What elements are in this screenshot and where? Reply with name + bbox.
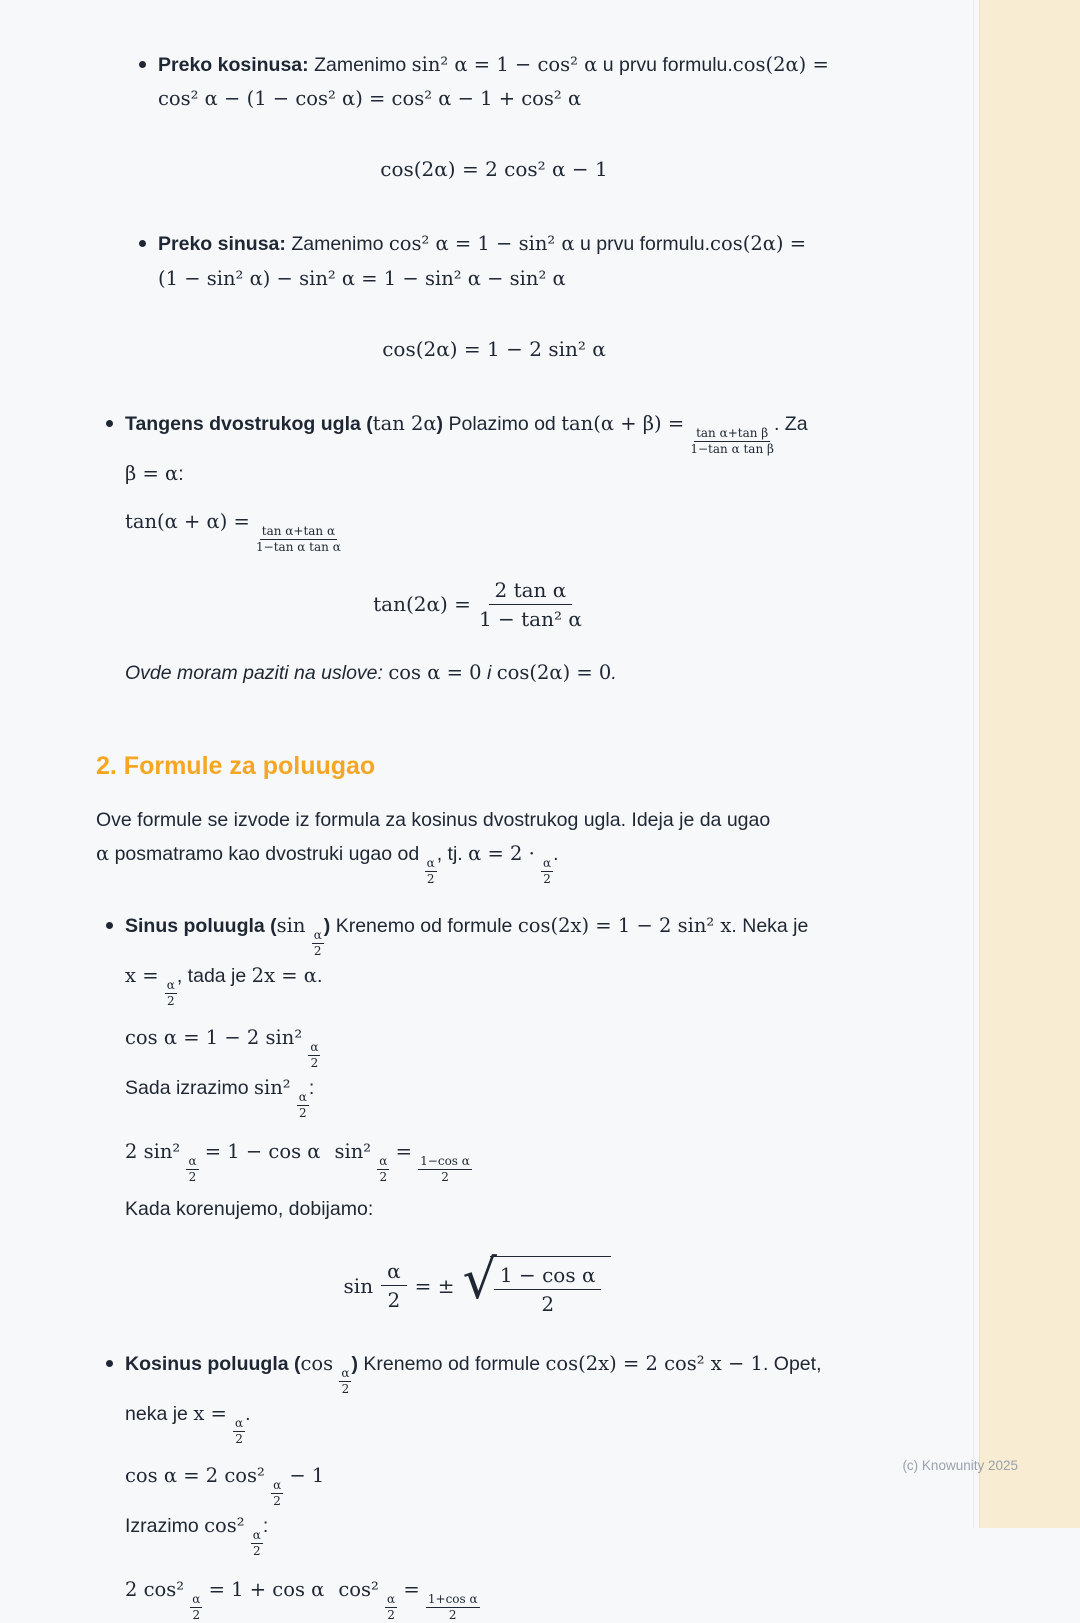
text-run: . Za [773,412,808,435]
italic-run: Ovde moram paziti na uslove: [125,661,389,684]
fraction-denominator: 2 [310,1056,319,1071]
math-run: α = 2 · [468,842,542,866]
fraction-denominator: 1−tan α tan β [690,441,774,456]
math-run: cos(2x) = 1 − 2 sin² x [517,914,732,938]
paragraph [158,227,940,295]
math-run: cos α = 1 − 2 sin² [125,1026,309,1050]
inline-fraction [308,1040,320,1071]
text-run: posmatramo kao dvostruki ugao od [109,843,425,866]
section-heading: 2. Formule za poluugao [96,751,376,780]
text-run: . [316,965,323,988]
math-run: x = [193,1402,234,1426]
fraction-denominator: 2 [299,1106,307,1121]
fraction-denominator: 1−tan α tan α [256,539,341,554]
text-run: Krenemo od formule [357,1353,546,1376]
list-item-body [125,909,940,1347]
fraction-numerator: 1−cos α [420,1154,470,1169]
fraction-denominator: 2 [313,944,322,959]
math-run: = 1 − cos α [198,1140,321,1164]
fraction-numerator: α [166,978,175,993]
bullet-dot [103,407,125,710]
fraction-denominator: 2 [188,1170,197,1185]
text-run: . Opet, [762,1353,822,1376]
math-run: cos(2α) = 0 [496,660,612,684]
fraction-numerator: α [188,1154,197,1169]
math-run: (1 − sin² α) − sin² α = 1 − sin² α − sin² α [158,266,566,290]
bold-run: ) [323,915,331,938]
bold-run: Tangens dvostrukog ugla ( [125,412,373,435]
display-formula [158,152,940,187]
text-run: : [308,1077,315,1100]
display-fraction [381,1258,407,1313]
inline-fraction [426,1592,480,1623]
math-run: cos(2α) = [710,232,807,256]
inline-fraction [251,1528,263,1559]
text-run: . [245,1403,251,1426]
fraction-numerator: 1 − cos α [494,1262,602,1290]
fraction-numerator: α [235,1416,244,1431]
inline-fraction [385,1592,397,1623]
inline-fraction [271,1478,283,1509]
inline-fraction [186,1154,198,1185]
fraction-denominator: 2 [379,1170,388,1185]
math-run: = [389,1140,419,1164]
derivation-line [125,1021,940,1071]
inline-fraction [418,1154,472,1185]
paragraph [125,407,940,491]
radicand [490,1256,612,1317]
math-run: tan 2α [372,411,437,435]
inline-fraction [377,1154,389,1185]
list-item-body [125,407,940,710]
list-item-body [158,227,940,406]
fraction-denominator: 2 [448,1608,457,1623]
text-run: : [178,462,184,485]
fraction-denominator: 2 [543,872,551,887]
math-run: = ± [414,1273,455,1298]
radical-sign: √ [462,1248,497,1312]
math-run: α [96,842,110,866]
math-run: cos α = 0 [388,660,482,684]
paragraph [125,909,940,1009]
fraction-denominator: 2 [235,1432,243,1447]
display-fraction [494,1262,602,1317]
list-item-sinus-poluugla [103,909,940,1347]
math-run: 2 sin² [125,1140,187,1164]
math-run: x = [125,964,165,988]
list-item-body [158,48,940,227]
text-run: Ove formule se izvode iz formula za kosinus dvostrukog ugla. Ideja je da ugao [96,809,771,832]
fraction-numerator: α [298,1090,307,1105]
math-run: cos(2α) = 1 − 2 sin² α [382,336,606,361]
fraction-numerator: 1+cos α [427,1592,478,1607]
fraction-numerator: α [192,1592,201,1607]
list-item-tangens-dvostrukog-ugla [103,407,940,710]
fraction-denominator: 2 [426,872,435,887]
math-run: β = α [125,461,179,485]
inline-fraction [339,1366,351,1397]
bold-run: Preko sinusa: [158,233,286,256]
derivation-line [125,505,940,555]
math-run: cos α = 2 cos² [125,1464,272,1488]
text-run: . Neka je [731,915,809,938]
text-run: Sada izrazimo [125,1077,254,1100]
bold-run: ) [351,1353,358,1376]
text-run: Zamenimo [314,54,412,76]
derivation-line [125,1573,940,1623]
fraction-denominator: 2 [341,1382,350,1397]
fraction-numerator: α [341,1366,350,1381]
fraction-numerator: α [313,928,322,943]
display-fraction [479,577,582,632]
math-run: 2 cos² [125,1578,191,1602]
text-run: neka je [125,1403,194,1426]
fraction-numerator: α [543,856,552,871]
paragraph [125,1347,940,1447]
fraction-numerator: α [379,1154,388,1169]
bullet-dot [136,48,158,227]
fraction-denominator: 2 [387,1288,401,1313]
inline-fraction [541,856,553,887]
text-run: u prvu formulu. [579,233,711,256]
list-item-preko-kosinusa [136,48,940,227]
math-run: cos(2α) = [732,53,829,76]
math-run: sin² [334,1140,378,1164]
math-run: sin [276,914,312,938]
bullet-dot [136,227,158,406]
inline-fraction [233,1416,245,1447]
paragraph [158,48,940,116]
math-run: cos(2x) = 2 cos² x − 1 [545,1352,763,1376]
inline-fraction [165,978,177,1009]
math-run: cos² [338,1578,386,1602]
text-run: , tj. [436,843,469,866]
fraction-denominator: 2 [387,1608,395,1623]
italic-run: . [611,661,617,684]
inline-fraction [297,1090,309,1121]
text-run: , tada je [176,965,252,988]
intro-paragraph [96,804,940,887]
math-run: sin² α = 1 − cos² α [411,53,598,76]
bold-run: Sinus poluugla ( [125,915,277,938]
list-item-preko-sinusa [136,227,940,406]
math-run: = [397,1578,426,1602]
display-formula [125,577,940,632]
fraction-denominator: 2 [192,1608,201,1623]
fraction-numerator: 2 tan α [489,577,573,605]
math-run: cos² [204,1514,251,1538]
text-run: Kada korenujemo, dobijamo: [125,1198,374,1221]
bullet-dot [103,1347,125,1623]
math-run: cos² α = 1 − sin² α [388,232,575,256]
fraction-numerator: tan α+tan β [696,425,769,440]
inline-fraction [425,856,437,887]
derivation-line [125,1509,940,1559]
math-run: cos(2α) = 2 cos² α − 1 [380,157,608,182]
fraction-denominator: 1 − tan² α [478,606,582,631]
note-line [125,656,940,690]
bold-run: Preko kosinusa: [158,54,309,76]
fraction-denominator: 2 [166,994,175,1009]
fraction-denominator: 2 [541,1292,555,1317]
display-formula [125,1248,940,1317]
math-run: − 1 [283,1464,325,1488]
list-item-body [125,1347,940,1623]
fraction-numerator: α [426,856,435,871]
text-run: Polazimo od [443,412,562,435]
derivation-line [125,1193,940,1226]
text-run: u prvu formulu. [602,54,733,76]
math-run: cos² α − (1 − cos² α) = cos² α − 1 + cos² α [158,87,582,111]
math-run: 2x = α [251,964,317,988]
fraction-denominator: 2 [273,1494,281,1509]
bold-run: ) [436,412,444,435]
math-run: sin² [253,1076,297,1100]
text-run: Zamenimo [291,233,389,256]
display-formula [158,332,940,367]
text-run: . [553,843,559,866]
italic-run: i [481,661,497,684]
math-run: sin [343,1273,374,1298]
math-run: tan(α + α) = [125,509,257,533]
text-run: Krenemo od formule [330,915,518,938]
fraction-denominator: 2 [253,1544,261,1559]
watermark: (c) Knowunity 2025 [902,1458,1018,1474]
fraction-numerator: α [252,1528,261,1543]
inline-fraction [312,928,324,959]
fraction-numerator: α [310,1040,319,1055]
fraction-numerator: tan α+tan α [261,523,336,538]
fraction-numerator: α [273,1478,282,1493]
bullet-dot [103,909,125,1347]
math-run: cos [300,1352,340,1376]
right-margin-stripe [979,0,1080,1528]
inline-fraction [690,426,774,457]
math-run: tan(2α) = [373,592,471,617]
derivation-line [125,1135,940,1185]
text-run: Izrazimo [125,1515,205,1538]
derivation-line [125,1459,940,1509]
inline-fraction [256,524,341,555]
bold-run: Kosinus poluugla ( [125,1353,301,1376]
inline-fraction [190,1592,202,1623]
math-run: = 1 + cos α [202,1578,325,1602]
square-root [462,1248,611,1317]
text-run: : [262,1515,269,1538]
math-run: tan(α + β) = [561,411,691,435]
fraction-denominator: 2 [441,1170,449,1185]
fraction-numerator: α [387,1592,396,1607]
derivation-line [125,1071,940,1121]
list-item-kosinus-poluugla [103,1347,940,1623]
fraction-numerator: α [381,1258,407,1286]
